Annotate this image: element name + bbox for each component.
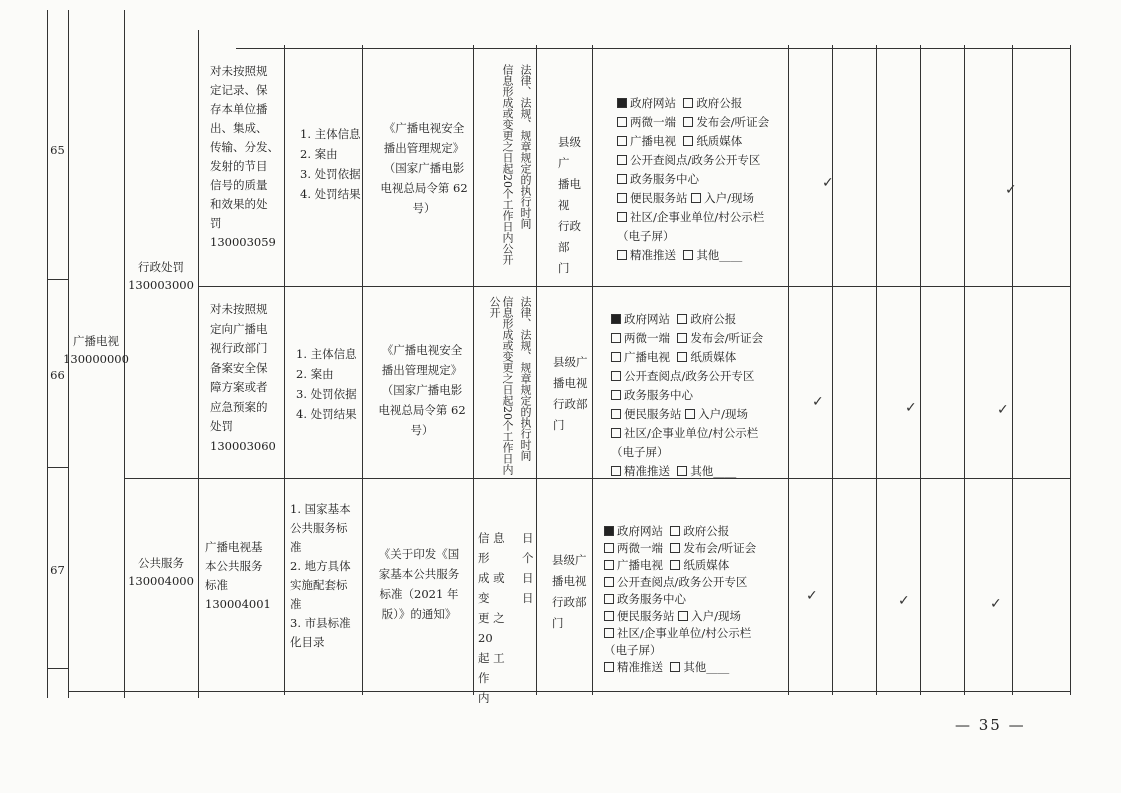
- content-line: 3. 处罚依据: [300, 167, 361, 181]
- item-line: 发射的节目: [210, 159, 268, 173]
- grid-line: [920, 45, 921, 695]
- item-cell: [210, 300, 282, 456]
- subject-line: 播电视: [552, 574, 587, 588]
- content-line: 2. 案由: [296, 367, 334, 381]
- checkbox-icon: [691, 193, 701, 203]
- grid-line: [236, 48, 1070, 49]
- grid-line: [198, 30, 199, 698]
- timeline-text: 信息形成或变更之日起20个工作日内公开: [488, 296, 514, 475]
- channel-option[interactable]: 入户/现场: [685, 407, 748, 421]
- timeline-cell: [476, 56, 534, 284]
- checkbox-icon: [683, 250, 693, 260]
- item-line: 备案安全保: [210, 360, 268, 375]
- channel-option[interactable]: 政府公报: [683, 96, 742, 110]
- content-cell: [290, 500, 360, 652]
- content-line: 准: [290, 540, 302, 554]
- grid-line: [362, 45, 363, 695]
- content-cell: [296, 344, 360, 424]
- channel-option[interactable]: 政府网站: [604, 524, 663, 538]
- subcategory-code: 130003000: [128, 278, 194, 292]
- timeline-line: 个: [522, 551, 534, 565]
- subcategory-name: 行政处罚: [138, 260, 184, 274]
- subject-line: 县级广: [553, 355, 588, 369]
- item-line: 信号的质量: [210, 178, 268, 192]
- timeline-text: 法律、法规、规章规定的执行时间: [519, 64, 532, 229]
- item-cell: [205, 538, 283, 614]
- category-code: 130000000: [63, 352, 129, 366]
- grid-line: [47, 279, 68, 280]
- checkbox-checked-icon: [611, 314, 621, 324]
- content-line: 3. 市县标准: [290, 616, 351, 630]
- channel-option[interactable]: 发布会/听证会: [670, 541, 756, 555]
- item-line: 应急预案的: [210, 399, 268, 414]
- channel-option[interactable]: 两微一端: [617, 115, 676, 129]
- content-line: 3. 处罚依据: [296, 387, 357, 401]
- channel-option[interactable]: 政务服务中心: [604, 592, 686, 606]
- channel-option[interactable]: 公开查阅点/政务公开专区: [611, 369, 754, 383]
- grid-line: [284, 45, 285, 695]
- channel-option[interactable]: 发布会/听证会: [677, 331, 763, 345]
- content-line: 1. 主体信息: [296, 347, 357, 361]
- channel-option[interactable]: 广播电视: [611, 350, 670, 364]
- item-line: 罚: [210, 216, 222, 230]
- checkbox-icon: [677, 352, 687, 362]
- channel-option[interactable]: 精准推送: [611, 464, 670, 478]
- row-number: 67: [50, 563, 65, 577]
- category-cell: [63, 330, 129, 370]
- subject-cell: [558, 132, 592, 279]
- checkbox-icon: [604, 628, 614, 638]
- basis-line: 家基本公共服务: [378, 567, 460, 581]
- channel-option[interactable]: 广播电视: [604, 558, 663, 572]
- checkbox-icon: [617, 250, 627, 260]
- content-line: 2. 案由: [300, 147, 338, 161]
- checkbox-icon: [617, 193, 627, 203]
- checkbox-icon: [683, 117, 693, 127]
- checkbox-checked-icon: [617, 98, 627, 108]
- content-line: 2. 地方具体: [290, 559, 351, 573]
- category-name: 广播电视: [73, 334, 119, 348]
- channel-option[interactable]: 纸质媒体: [670, 558, 729, 572]
- content-cell: [300, 124, 362, 204]
- check-mark: ✓: [905, 400, 917, 416]
- checkbox-icon: [611, 428, 621, 438]
- check-mark: ✓: [997, 402, 1009, 418]
- grid-line: [832, 45, 833, 695]
- channel-option[interactable]: 社区/企事业单位/村公示栏: [611, 426, 758, 440]
- checkbox-icon: [617, 117, 627, 127]
- item-line: 障方案或者: [210, 380, 268, 394]
- grid-line: [592, 45, 593, 695]
- grid-line: [47, 467, 68, 468]
- grid-line: [1012, 45, 1013, 695]
- channel-option[interactable]: 政务服务中心: [617, 172, 699, 186]
- channel-option[interactable]: 发布会/听证会: [683, 115, 769, 129]
- channel-list: [604, 523, 784, 676]
- content-line: 4. 处罚结果: [296, 407, 357, 421]
- grid-line: [198, 286, 1070, 287]
- checkbox-icon: [611, 352, 621, 362]
- item-line: 视行政部门: [210, 341, 268, 355]
- subject-line: 县级广: [552, 553, 587, 567]
- subject-line: 门: [552, 616, 564, 630]
- basis-line: （国家广播电影: [381, 383, 463, 397]
- channel-option[interactable]: 公开查阅点/政务公开专区: [604, 575, 747, 589]
- checkbox-icon: [678, 611, 688, 621]
- check-mark: ✓: [1005, 182, 1017, 198]
- basis-cell: [372, 340, 472, 440]
- channel-option[interactable]: 广播电视: [617, 134, 676, 148]
- checkbox-icon: [677, 333, 687, 343]
- channel-option[interactable]: 社区/企事业单位/村公示栏: [604, 626, 751, 640]
- check-mark: ✓: [806, 588, 818, 604]
- item-code: 130003060: [210, 438, 276, 453]
- check-mark: ✓: [822, 175, 834, 191]
- subject-line: 门: [558, 261, 570, 275]
- channel-option[interactable]: 便民服务站: [611, 407, 682, 421]
- channel-option[interactable]: 精准推送: [617, 248, 676, 262]
- timeline-line: 信 息 形: [478, 531, 505, 565]
- content-line: 4. 处罚结果: [300, 187, 361, 201]
- checkbox-icon: [617, 136, 627, 146]
- channel-option[interactable]: 便民服务站: [617, 191, 688, 205]
- channel-option[interactable]: 纸质媒体: [683, 134, 742, 148]
- grid-line: [1070, 45, 1071, 695]
- item-cell: [210, 62, 282, 252]
- channel-note: （电子屏）: [604, 643, 662, 657]
- basis-line: 播出管理规定》: [383, 141, 465, 155]
- checkbox-icon: [670, 560, 680, 570]
- checkbox-icon: [683, 98, 693, 108]
- subject-line: 门: [553, 418, 565, 432]
- channel-option[interactable]: 政务服务中心: [611, 388, 693, 402]
- basis-line: （国家广播电影: [383, 161, 465, 175]
- content-line: 公共服务标: [290, 521, 348, 535]
- basis-line: 《广播电视安全: [383, 121, 465, 135]
- check-mark: ✓: [898, 593, 910, 609]
- content-line: 化目录: [290, 635, 325, 649]
- item-code: 130003059: [210, 235, 276, 249]
- channel-note: （电子屏）: [611, 445, 669, 459]
- channel-option[interactable]: 入户/现场: [691, 191, 754, 205]
- subject-cell: [552, 550, 590, 634]
- item-line: 对未按照规: [210, 64, 268, 78]
- checkbox-icon: [617, 174, 627, 184]
- content-line: 实施配套标: [290, 578, 348, 592]
- basis-line: 版）》的通知》: [381, 607, 457, 621]
- timeline-line: 成 或 变: [478, 571, 505, 605]
- item-line: 对未按照规: [210, 302, 268, 316]
- grid-line: [536, 45, 537, 695]
- channel-option[interactable]: 便民服务站: [604, 609, 675, 623]
- timeline-text: 信息形成或变更之日起20个工作日内公开: [501, 64, 514, 265]
- timeline-line: 起 工 作: [478, 651, 505, 685]
- checkbox-icon: [611, 466, 621, 476]
- row-number: 66: [50, 368, 65, 382]
- subject-line: 行政部: [558, 219, 581, 254]
- subcategory-cell: [124, 552, 198, 592]
- channel-option[interactable]: 其他____: [670, 660, 729, 674]
- checkbox-icon: [677, 314, 687, 324]
- channel-option[interactable]: 两微一端: [611, 331, 670, 345]
- basis-line: 播出管理规定》: [381, 363, 463, 377]
- basis-line: 标准（2021 年: [379, 587, 459, 601]
- subject-line: 县级广: [558, 135, 581, 170]
- subcategory-cell: [124, 256, 198, 296]
- grid-line: [68, 691, 1070, 692]
- row-number: 65: [50, 143, 65, 157]
- subject-cell: [553, 352, 589, 436]
- checkbox-checked-icon: [604, 526, 614, 536]
- checkbox-icon: [670, 662, 680, 672]
- content-line: 1. 主体信息: [300, 127, 361, 141]
- channel-option[interactable]: 其他____: [677, 464, 736, 478]
- channel-option[interactable]: 两微一端: [604, 541, 663, 555]
- checkbox-icon: [617, 155, 627, 165]
- item-line: 处罚: [210, 419, 233, 433]
- item-line: 出、集成、: [210, 121, 268, 135]
- subject-line: 播电视: [558, 177, 581, 212]
- checkbox-icon: [611, 371, 621, 381]
- basis-cell: [366, 544, 472, 624]
- grid-line: [473, 45, 474, 695]
- basis-line: 电视总局令第 62: [378, 403, 466, 417]
- checkbox-icon: [611, 333, 621, 343]
- grid-line: [47, 668, 68, 669]
- checkbox-icon: [604, 560, 614, 570]
- timeline-line: 日: [522, 571, 534, 585]
- subject-line: 播电视: [553, 376, 588, 390]
- checkbox-icon: [617, 212, 627, 222]
- checkbox-icon: [604, 577, 614, 587]
- channel-option[interactable]: 其他____: [683, 248, 742, 262]
- checkbox-icon: [604, 662, 614, 672]
- subcategory-code: 130004000: [128, 574, 194, 588]
- channel-option[interactable]: 公开查阅点/政务公开专区: [617, 153, 760, 167]
- timeline-line: 日: [522, 591, 534, 605]
- checkbox-icon: [604, 594, 614, 604]
- basis-line: 《广播电视安全: [381, 343, 463, 357]
- item-line: 标准: [205, 578, 228, 592]
- timeline-line: 更 之 20: [478, 611, 505, 645]
- item-code: 130004001: [205, 597, 271, 611]
- channel-option[interactable]: 政府公报: [677, 312, 736, 326]
- channel-option[interactable]: 政府网站: [611, 312, 670, 326]
- channel-note: （电子屏）: [617, 229, 675, 243]
- timeline-cell: [476, 292, 534, 477]
- item-line: 存本单位播: [210, 102, 268, 116]
- grid-line: [876, 45, 877, 695]
- checkbox-icon: [670, 526, 680, 536]
- checkbox-icon: [677, 466, 687, 476]
- page-number: — 35 —: [955, 716, 1026, 734]
- item-line: 传输、分发、: [210, 140, 279, 154]
- checkbox-icon: [683, 136, 693, 146]
- timeline-line: 内: [478, 691, 490, 705]
- grid-line: [124, 478, 1070, 479]
- channel-option[interactable]: 纸质媒体: [677, 350, 736, 364]
- content-line: 准: [290, 597, 302, 611]
- item-line: 和效果的处: [210, 197, 268, 211]
- checkbox-icon: [611, 409, 621, 419]
- subcategory-name: 公共服务: [138, 556, 184, 570]
- grid-line: [47, 10, 48, 698]
- channel-option[interactable]: 社区/企事业单位/村公示栏: [617, 210, 764, 224]
- checkbox-icon: [611, 390, 621, 400]
- channel-option[interactable]: 入户/现场: [678, 609, 741, 623]
- basis-line: 号）: [412, 201, 436, 215]
- check-mark: ✓: [812, 394, 824, 410]
- checkbox-icon: [604, 611, 614, 621]
- timeline-text: 法律、法规、规章规定的执行时间: [519, 296, 532, 461]
- check-mark: ✓: [990, 596, 1002, 612]
- grid-line: [964, 45, 965, 695]
- channel-option[interactable]: 政府公报: [670, 524, 729, 538]
- item-line: 定记录、保: [210, 83, 268, 97]
- basis-line: 号）: [410, 423, 434, 437]
- content-line: 1. 国家基本: [290, 502, 351, 516]
- item-line: 定向广播电: [210, 321, 268, 336]
- channel-list: [611, 310, 786, 481]
- checkbox-icon: [685, 409, 695, 419]
- item-line: 本公共服务: [205, 559, 263, 573]
- basis-line: 电视总局令第 62: [380, 181, 468, 195]
- checkbox-icon: [670, 543, 680, 553]
- channel-option[interactable]: 政府网站: [617, 96, 676, 110]
- subject-line: 行政部: [553, 397, 588, 411]
- subject-line: 行政部: [552, 595, 587, 609]
- channel-option[interactable]: 精准推送: [604, 660, 663, 674]
- channel-list: [617, 94, 792, 265]
- basis-line: 《关于印发《国: [378, 547, 460, 561]
- checkbox-icon: [604, 543, 614, 553]
- timeline-line: 日: [522, 531, 534, 545]
- item-line: 广播电视基: [205, 540, 263, 554]
- basis-cell: [376, 118, 472, 218]
